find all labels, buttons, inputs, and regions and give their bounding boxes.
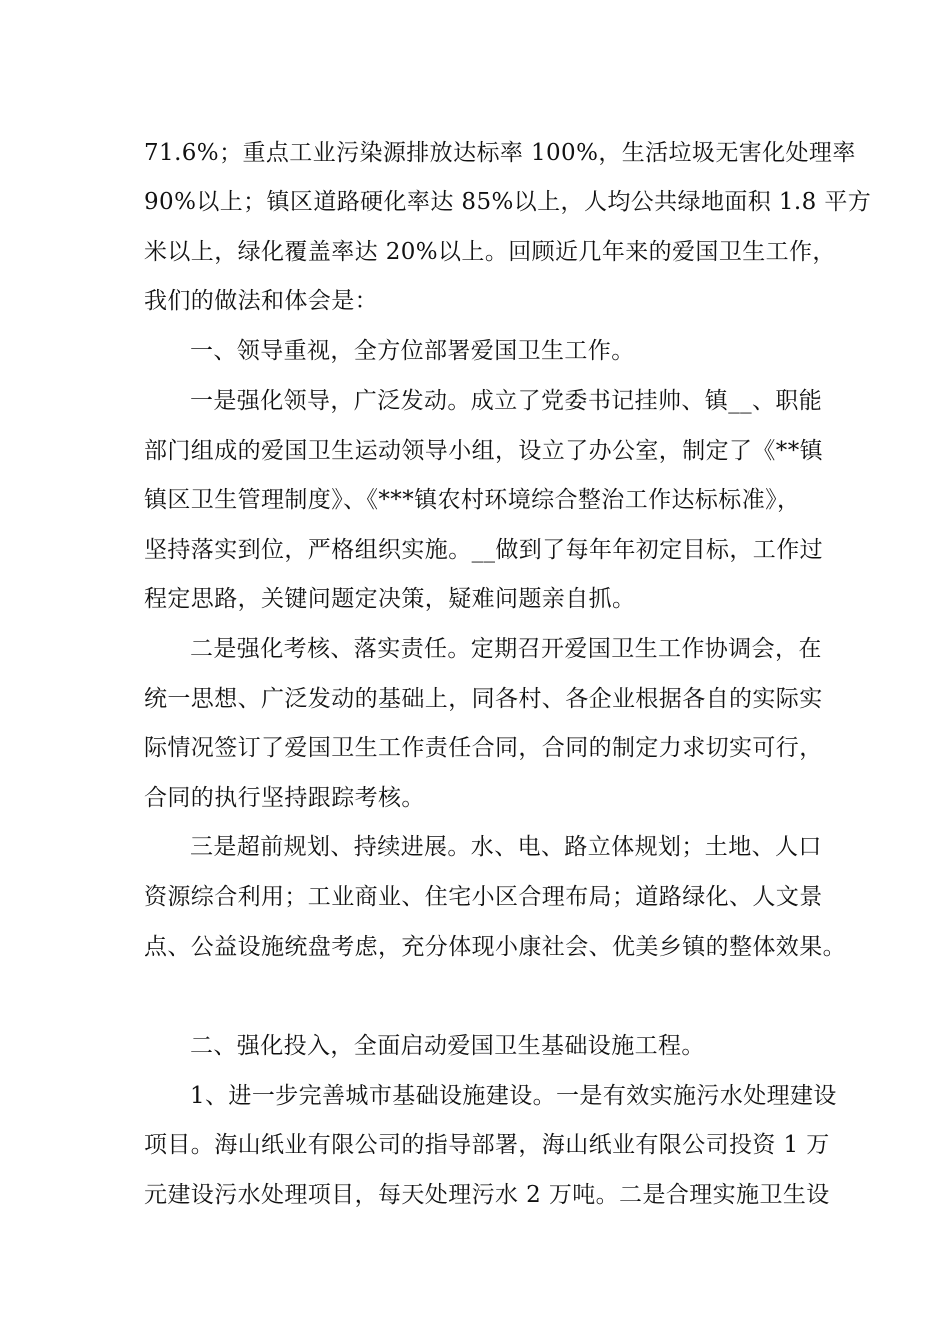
text-line: 统一思想、广泛发动的基础上，同各村、各企业根据各自的实际实 — [144, 686, 823, 712]
text-line: 合同的执行坚持跟踪考核。 — [144, 785, 425, 811]
text-line: 部门组成的爱国卫生运动领导小组，设立了办公室，制定了《**镇 — [144, 438, 823, 464]
text-line: 程定思路，关键问题定决策，疑难问题亲自抓。 — [144, 586, 636, 612]
text-line: 我们的做法和体会是： — [144, 288, 378, 314]
text-line: 项目。海山纸业有限公司的指导部署，海山纸业有限公司投资 1 万 — [144, 1132, 830, 1158]
text-line: 90%以上；镇区道路硬化率达 85%以上，人均公共绿地面积 1.8 平方 — [144, 189, 872, 215]
text-line: 71.6%；重点工业污染源排放达标率 100%，生活垃圾无害化处理率 — [144, 140, 856, 166]
text-line: 米以上，绿化覆盖率达 20%以上。回顾近几年来的爱国卫生工作， — [144, 239, 836, 265]
section-heading: 一、领导重视，全方位部署爱国卫生工作。 — [190, 338, 635, 364]
text-line: 三是超前规划、持续进展。水、电、路立体规划；土地、人口 — [190, 834, 822, 860]
text-line: 一是强化领导，广泛发动。成立了党委书记挂帅、镇__、职能 — [190, 388, 823, 414]
text-line: 1、进一步完善城市基础设施建设。一是有效实施污水处理建设 — [190, 1083, 837, 1109]
text-line: 资源综合利用；工业商业、住宅小区合理布局；道路绿化、人文景 — [144, 884, 823, 910]
text-line: 二是强化考核、落实责任。定期召开爱国卫生工作协调会，在 — [190, 636, 822, 662]
text-line: 际情况签订了爱国卫生工作责任合同，合同的制定力求切实可行， — [144, 735, 823, 761]
text-line: 点、公益设施统盘考虑，充分体现小康社会、优美乡镇的整体效果。 — [144, 934, 846, 960]
section-heading: 二、强化投入，全面启动爱国卫生基础设施工程。 — [190, 1033, 705, 1059]
text-line: 坚持落实到位，严格组织实施。__做到了每年年初定目标，工作过 — [144, 537, 823, 563]
text-line: 元建设污水处理项目，每天处理污水 2 万吨。二是合理实施卫生设 — [144, 1182, 830, 1208]
text-line: 镇区卫生管理制度》、《***镇农村环境综合整治工作达标标准》， — [144, 487, 801, 513]
